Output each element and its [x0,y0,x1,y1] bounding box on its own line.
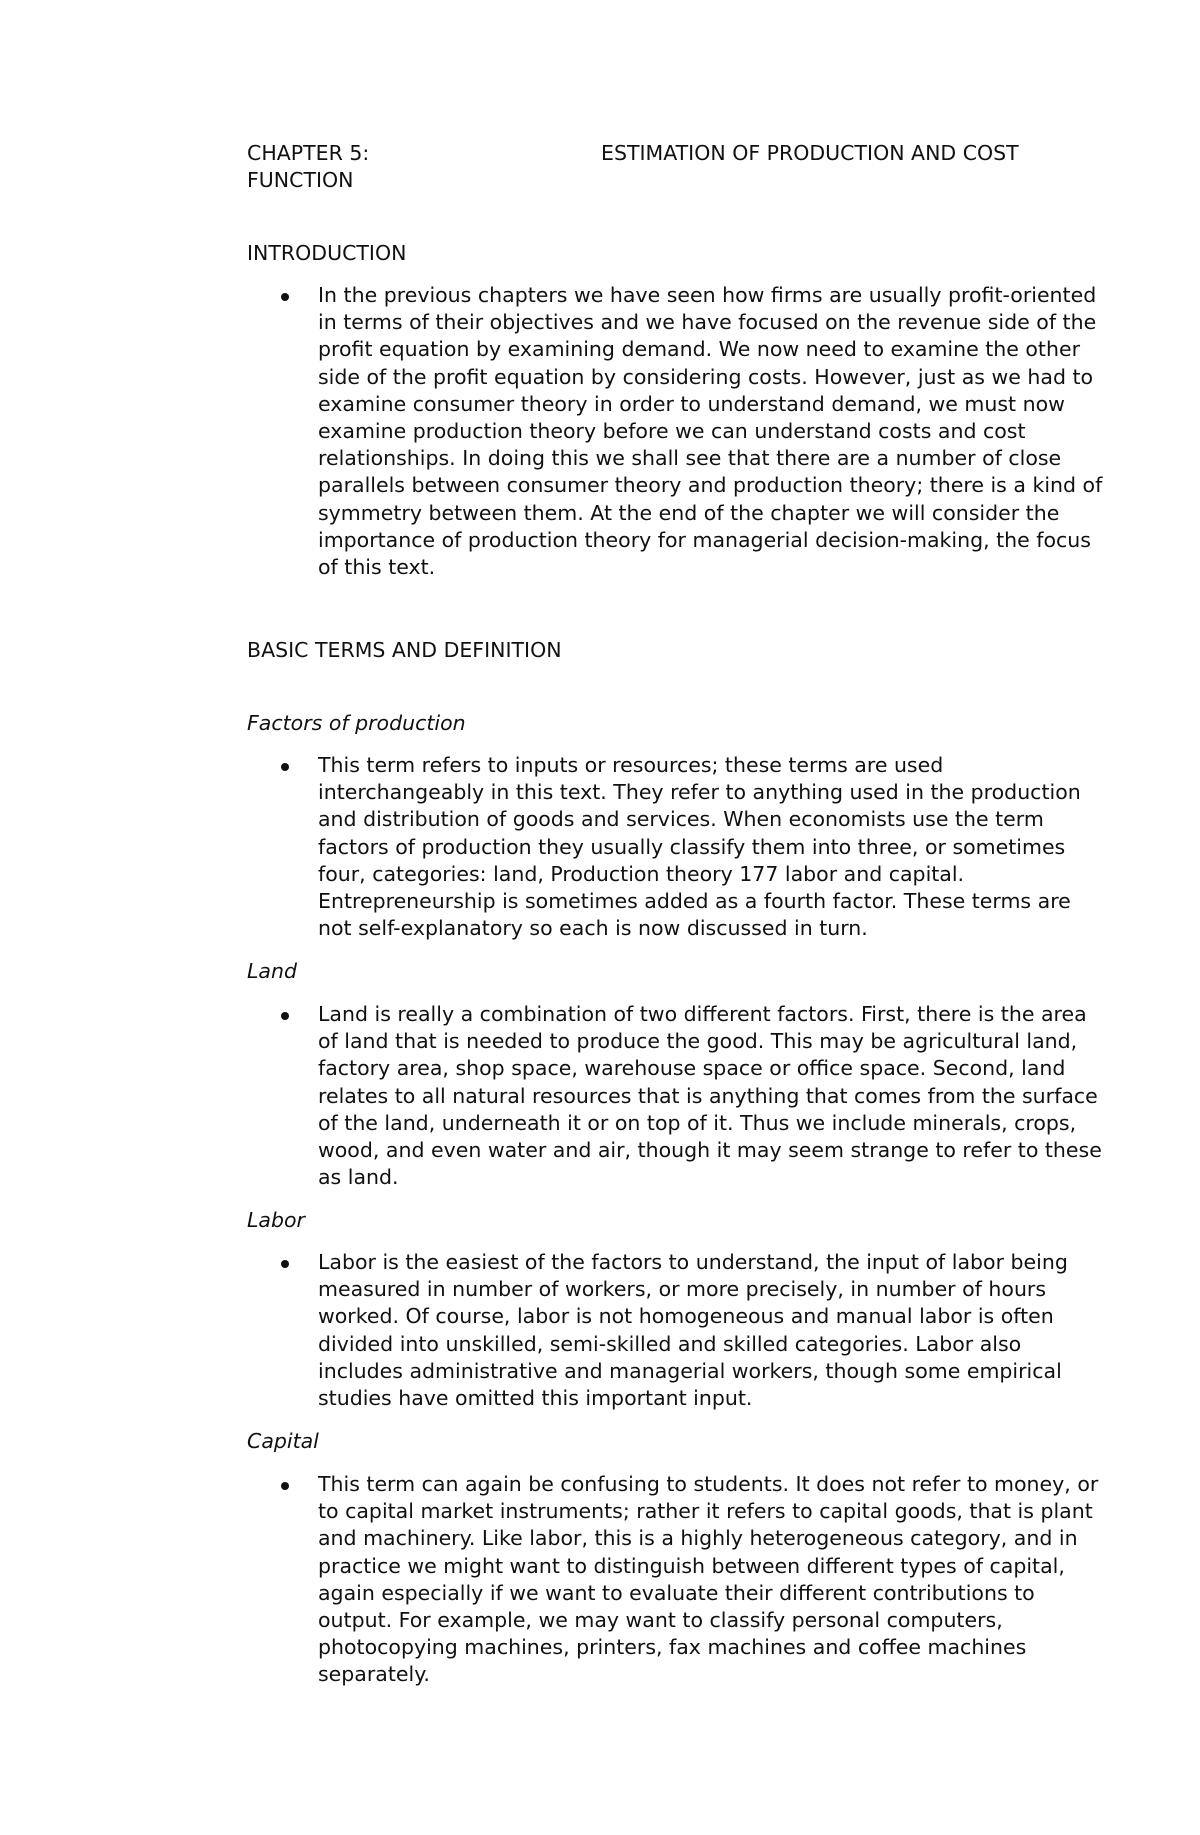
chapter-title-part2: FUNCTION [247,168,354,192]
introduction-heading: INTRODUCTION [247,241,407,265]
bullet-icon [281,1260,289,1268]
land-bullet [247,1001,1157,1191]
capital-bullet [247,1471,1157,1689]
bullet-icon [281,763,289,771]
introduction-bullet [247,282,1157,581]
bullet-icon [281,293,289,301]
chapter-title-part1: ESTIMATION OF PRODUCTION AND COST [601,141,1019,165]
land-subheading: Land [247,959,297,983]
land-text: Land is really a combination of two different factors. First, there is the area of land that is needed to produce the good. This may be agricultural land, factory area, shop space, warehouse space or office space. Second, land relates to all natural resources that is anything that comes from the surface of the land, underneath it or on top of it. Thus we include minerals, crops, wood, and even water and air, though it may seem strange to refer to these as land. [318,1002,1102,1190]
factors-text: This term refers to inputs or resources; these terms are used interchangeably in this text. They refer to anything used in the production and distribution of goods and services. When economists use the term factors of production they usually classify them into three, or sometimes four, categories: land, Production theory 177 labor and capital. Entrepreneurship is sometimes added as a fourth factor. These terms are not self-explanatory so each is now discussed in turn. [318,753,1081,941]
factors-bullet [247,752,1157,942]
chapter-label: CHAPTER 5: [247,141,370,165]
factors-subheading: Factors of production [247,711,466,735]
bullet-icon [281,1482,289,1490]
labor-text: Labor is the easiest of the factors to understand, the input of labor being measured in number of workers, or more precisely, in number of hours worked. Of course, labor is not homogeneous and manual labor is often divided into unskilled, semi-skilled and skilled categories. Labor also includes administrative and managerial workers, though some empirical studies have omitted this important input. [318,1250,1068,1411]
basic-terms-heading: BASIC TERMS AND DEFINITION [247,638,562,662]
capital-text: This term can again be confusing to students. It does not refer to money, or to capital market instruments; rather it refers to capital goods, that is plant and machinery. Like labor, this is a highly heterogeneous category, and in practice we might want to distinguish between different types of capital, again especially if we want to evaluate their different contributions to output. For example, we may want to classify personal computers, photocopying machines, printers, fax machines and coffee machines separately. [318,1472,1099,1687]
labor-subheading: Labor [247,1208,305,1232]
labor-bullet [247,1249,1157,1412]
capital-subheading: Capital [247,1429,319,1453]
introduction-text: In the previous chapters we have seen how firms are usually profit-oriented in terms of their objectives and we have focused on the revenue side of the profit equation by examining demand. We now need to examine the other side of the profit equation by considering costs. However, just as we had to examine consumer theory in order to understand demand, we must now examine production theory before we can understand costs and cost relationships. In doing this we shall see that there are a number of close parallels between consumer theory and production theory; there is a kind of symmetry between them. At the end of the chapter we will consider the importance of production theory for managerial decision-making, the focus of this text. [318,283,1103,580]
bullet-icon [281,1012,289,1020]
